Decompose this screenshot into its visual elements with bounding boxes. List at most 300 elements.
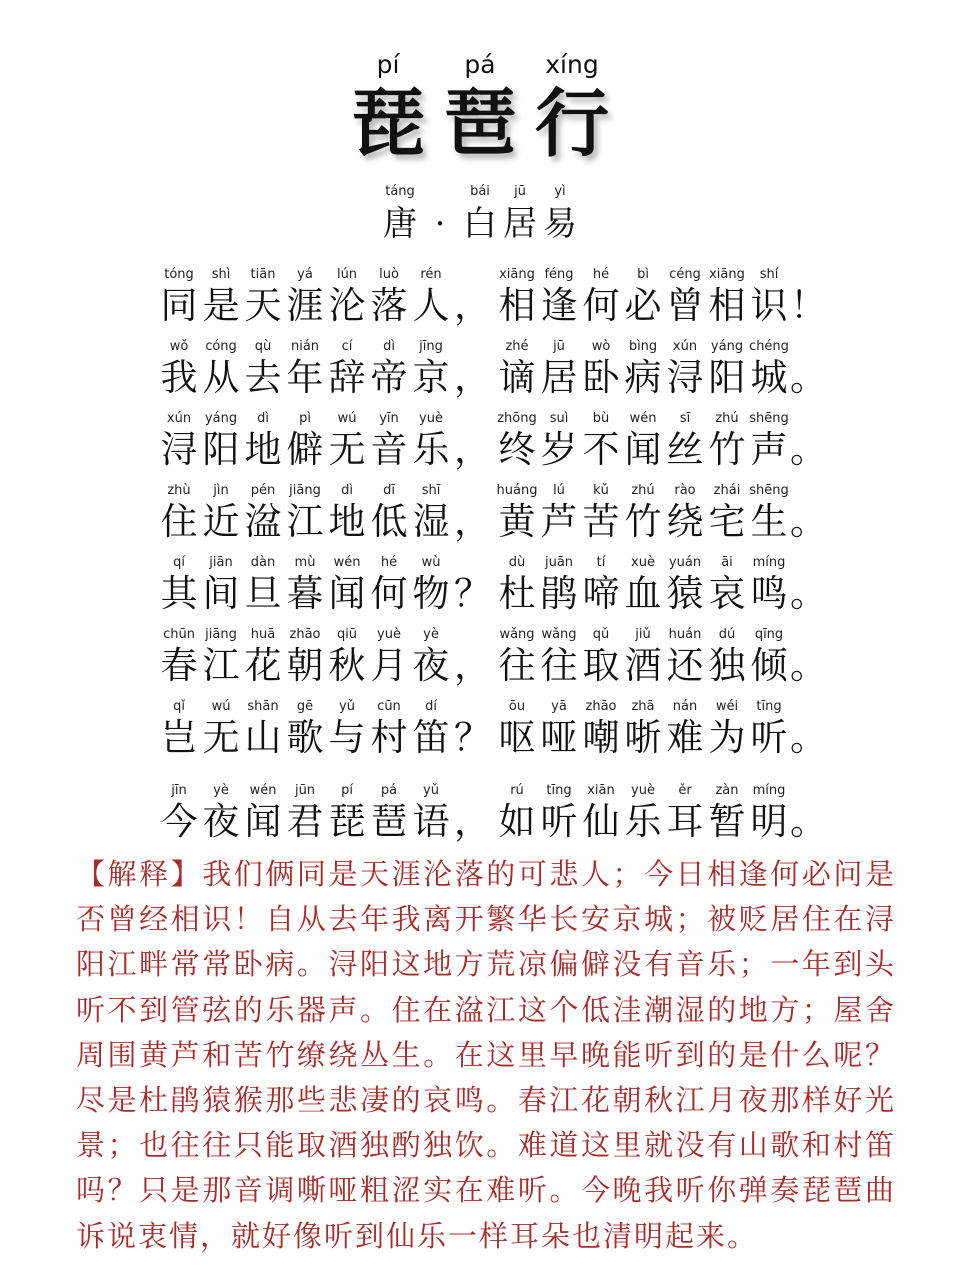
author-pinyin-syllable: táng <box>385 184 415 199</box>
poem-char-cell <box>664 482 706 544</box>
pinyin-syllable: zhā <box>631 699 655 714</box>
poem-char: 僻 <box>286 428 324 471</box>
pinyin-syllable: huáng <box>496 483 538 498</box>
title-pinyin-syllable: xíng <box>545 50 599 79</box>
poem-char: 落 <box>370 284 408 327</box>
author-char: · <box>434 204 446 244</box>
poem-char-cell <box>496 482 538 544</box>
poem-char: 我 <box>160 356 198 399</box>
poem-char-cell <box>622 782 664 844</box>
poem-char-cell <box>326 410 368 472</box>
poem-char: 闻 <box>328 572 366 615</box>
pinyin-syllable: wén <box>249 783 277 798</box>
pinyin-syllable: yā <box>551 699 567 714</box>
poem-char: 闻 <box>244 800 282 843</box>
poem-char: 涯 <box>286 284 324 327</box>
poem-half-line-right <box>496 554 790 616</box>
poem-char-cell <box>284 482 326 544</box>
pinyin-syllable: jūn <box>294 783 316 798</box>
poem-char-cell <box>410 782 452 844</box>
pinyin-syllable: jìn <box>213 483 229 498</box>
poem-char: 春 <box>160 644 198 687</box>
poem-char-cell <box>580 698 622 760</box>
pinyin-syllable: dì <box>257 411 269 426</box>
pinyin-syllable: yáng <box>710 339 744 354</box>
poem-char: 逢 <box>540 284 578 327</box>
poem-char: 曾 <box>666 284 704 327</box>
poem-char: 苦 <box>582 500 620 543</box>
poem-char-cell <box>158 266 200 328</box>
poem-char-cell <box>242 266 284 328</box>
poem-char: 呕 <box>498 716 536 759</box>
pinyin-syllable: xuè <box>631 555 655 570</box>
poem-char: 夜 <box>412 644 450 687</box>
poem-char-cell <box>368 554 410 616</box>
poem-char-cell <box>200 554 242 616</box>
pinyin-syllable: cūn <box>377 699 401 714</box>
poem-char: 独 <box>708 644 746 687</box>
poem-char: 往 <box>498 644 536 687</box>
poem-char-cell <box>496 698 538 760</box>
pinyin-syllable: rú <box>510 783 524 798</box>
pinyin-syllable: zàn <box>715 783 739 798</box>
poem-char-cell <box>410 698 452 760</box>
author-char: 易 <box>543 204 577 244</box>
poem-half-line-right <box>496 782 790 844</box>
mid-punctuation: ， <box>454 356 491 399</box>
pinyin-syllable: ěr <box>678 783 692 798</box>
poem-char-cell <box>326 782 368 844</box>
pinyin-syllable: tīng <box>756 699 782 714</box>
poem-char: 血 <box>624 572 662 615</box>
mid-punctuation: ， <box>454 428 491 471</box>
poem-char-cell <box>538 482 580 544</box>
poem-char: 君 <box>286 800 324 843</box>
pinyin-syllable: pén <box>250 483 276 498</box>
pinyin-syllable: qù <box>254 339 272 354</box>
poem-char-cell <box>748 410 790 472</box>
poem-char: 相 <box>498 284 536 327</box>
poem-char-cell <box>242 782 284 844</box>
poem-char: 住 <box>160 500 198 543</box>
pinyin-syllable: āi <box>721 555 733 570</box>
poem-char: 卧 <box>582 356 620 399</box>
poem-half-line-right <box>496 626 790 688</box>
poem-char-cell <box>368 266 410 328</box>
author-char: 白 <box>463 204 497 244</box>
poem-char: 听 <box>750 716 788 759</box>
poem-char: 生 <box>750 500 788 543</box>
poem-char-cell <box>664 698 706 760</box>
poem-char: 何 <box>582 284 620 327</box>
poem-char: 无 <box>202 716 240 759</box>
poem-char-cell <box>622 338 664 400</box>
poem-char-cell <box>284 626 326 688</box>
poem-char-cell <box>410 338 452 400</box>
poem-char: 为 <box>708 716 746 759</box>
poem-char: 谪 <box>498 356 536 399</box>
pinyin-syllable: wú <box>337 411 357 426</box>
poem-char: 鹃 <box>540 572 578 615</box>
pinyin-syllable: tóng <box>164 267 194 282</box>
poem-char-cell <box>538 554 580 616</box>
pinyin-syllable: jiāng <box>205 627 237 642</box>
poem-char-cell <box>622 698 664 760</box>
pinyin-syllable: bìng <box>628 339 658 354</box>
pinyin-syllable: bù <box>592 411 610 426</box>
poem-char-cell <box>706 482 748 544</box>
poem-char: 低 <box>370 500 408 543</box>
title-characters <box>0 81 960 167</box>
poem-char-cell <box>284 338 326 400</box>
pinyin-syllable: tīng <box>546 783 572 798</box>
pinyin-syllable: yuè <box>419 411 443 426</box>
poem-char: 芦 <box>540 500 578 543</box>
poem-char: 江 <box>202 644 240 687</box>
poem-half-line-left <box>158 554 452 616</box>
poem-char: 浔 <box>666 356 704 399</box>
poem-char-cell <box>664 266 706 328</box>
poem-char-cell <box>326 626 368 688</box>
poem-char-cell <box>200 698 242 760</box>
poem-char-cell <box>242 698 284 760</box>
poem-half-line-left <box>158 338 452 400</box>
poem-char-cell <box>410 266 452 328</box>
pinyin-syllable: wù <box>421 555 441 570</box>
poem-char: 山 <box>244 716 282 759</box>
poem-char-cell <box>622 410 664 472</box>
poem-char-cell <box>368 698 410 760</box>
pinyin-syllable: wǒ <box>169 339 189 354</box>
poem-char: 闻 <box>624 428 662 471</box>
pinyin-syllable: sī <box>679 411 691 426</box>
poem-char-cell <box>496 782 538 844</box>
poem-char: 人 <box>412 284 450 327</box>
poem-line <box>158 482 858 554</box>
title-pinyin <box>0 50 960 80</box>
pinyin-syllable: rào <box>674 483 696 498</box>
poem-char-cell <box>706 782 748 844</box>
poem-char-cell <box>242 626 284 688</box>
poem-char-cell <box>200 482 242 544</box>
poem-char-cell <box>158 554 200 616</box>
pinyin-syllable: jīn <box>171 783 187 798</box>
poem-char: 是 <box>202 284 240 327</box>
poem-char-cell <box>748 338 790 400</box>
poem-char: 明 <box>750 800 788 843</box>
poem-char: 往 <box>540 644 578 687</box>
pinyin-syllable: kǔ <box>593 483 609 498</box>
poem-char: 听 <box>540 800 578 843</box>
pinyin-syllable: shī <box>421 483 441 498</box>
pinyin-syllable: hé <box>380 555 398 570</box>
poem-line <box>158 266 858 338</box>
poem-char-cell <box>706 266 748 328</box>
pinyin-syllable: dù <box>508 555 526 570</box>
pinyin-syllable: cí <box>341 339 353 354</box>
poem-char: 乐 <box>412 428 450 471</box>
poem-char-cell <box>706 626 748 688</box>
title-char: 琵 <box>351 81 425 167</box>
pinyin-syllable: yǔ <box>423 783 439 798</box>
pinyin-syllable: lún <box>336 267 358 282</box>
poem-char: 夜 <box>202 800 240 843</box>
poem-char: 湓 <box>244 500 282 543</box>
poem-char: 病 <box>624 356 662 399</box>
poem-char: 如 <box>498 800 536 843</box>
poem-char-cell <box>496 626 538 688</box>
poem-char: 杜 <box>498 572 536 615</box>
author-char: 居 <box>503 204 537 244</box>
pinyin-syllable: jiān <box>209 555 233 570</box>
poem-char-cell <box>748 482 790 544</box>
pinyin-syllable: zhú <box>631 483 655 498</box>
poem-char-cell <box>200 410 242 472</box>
poem-char-cell <box>580 410 622 472</box>
poem-char: 阳 <box>708 356 746 399</box>
poem-char-cell <box>664 554 706 616</box>
poem-char: 村 <box>370 716 408 759</box>
mid-punctuation: ？ <box>454 716 491 759</box>
author-pinyin-syllable: yì <box>554 184 566 199</box>
pinyin-syllable: mù <box>294 555 316 570</box>
end-punctuation: 。 <box>790 644 827 687</box>
poem-half-line-left <box>158 698 452 760</box>
poem-char: 月 <box>370 644 408 687</box>
pinyin-syllable: tí <box>596 555 606 570</box>
author-pinyin-syllable <box>420 184 460 202</box>
poem-char: 语 <box>412 800 450 843</box>
poem-char-cell <box>622 266 664 328</box>
poem-char: 相 <box>708 284 746 327</box>
poem-char: 音 <box>370 428 408 471</box>
pinyin-syllable: pì <box>299 411 311 426</box>
title-pinyin-syllable: pá <box>464 50 496 79</box>
poem-char-cell <box>664 410 706 472</box>
pinyin-syllable: shì <box>211 267 231 282</box>
poem-char-cell <box>706 410 748 472</box>
poem-char: 间 <box>202 572 240 615</box>
pinyin-syllable: juān <box>544 555 574 570</box>
poem-char-cell <box>368 482 410 544</box>
pinyin-syllable: cóng <box>205 339 237 354</box>
pinyin-syllable: xiāng <box>709 267 745 282</box>
pinyin-syllable: yáng <box>204 411 238 426</box>
poem-char-cell <box>284 698 326 760</box>
poem-char-cell <box>242 554 284 616</box>
poem-char-cell <box>538 338 580 400</box>
poem-char-cell <box>538 782 580 844</box>
pinyin-syllable: chéng <box>749 339 789 354</box>
poem-char-cell <box>748 782 790 844</box>
mid-punctuation: ， <box>454 284 491 327</box>
poem-char-cell <box>410 554 452 616</box>
poem-line <box>158 698 858 770</box>
pinyin-syllable: nán <box>672 699 698 714</box>
poem-half-line-right <box>496 266 790 328</box>
pinyin-syllable: qiū <box>336 627 358 642</box>
poem-char: 耳 <box>666 800 704 843</box>
poem-char: 地 <box>244 428 282 471</box>
end-punctuation: ！ <box>790 284 827 327</box>
poem-char: 声 <box>750 428 788 471</box>
poem-char: 仙 <box>582 800 620 843</box>
pinyin-syllable: lú <box>553 483 565 498</box>
title-pinyin-syllable: pí <box>376 50 400 79</box>
poem-char-cell <box>748 266 790 328</box>
poem-half-line-right <box>496 410 790 472</box>
poem-char-cell <box>664 626 706 688</box>
poem-char: 不 <box>582 428 620 471</box>
pinyin-syllable: zhái <box>713 483 741 498</box>
pinyin-syllable: zhāo <box>585 699 617 714</box>
poem-char: 哳 <box>624 716 662 759</box>
poem-char: 天 <box>244 284 282 327</box>
pinyin-syllable: yuán <box>668 555 702 570</box>
pinyin-syllable: shēng <box>749 483 789 498</box>
pinyin-syllable: féng <box>544 267 574 282</box>
poem-char: 还 <box>666 644 704 687</box>
poem-char-cell <box>200 626 242 688</box>
pinyin-syllable: yuè <box>377 627 401 642</box>
poem-char: 笛 <box>412 716 450 759</box>
poem-char: 花 <box>244 644 282 687</box>
title-char: 行 <box>535 81 609 167</box>
poem-char-cell <box>368 410 410 472</box>
poem-char-cell <box>580 482 622 544</box>
poem-char: 城 <box>750 356 788 399</box>
pinyin-syllable: dú <box>718 627 736 642</box>
poem-half-line-left <box>158 266 452 328</box>
poem-char-cell <box>200 266 242 328</box>
poem-char: 秋 <box>328 644 366 687</box>
poem-char-cell <box>580 338 622 400</box>
poem-char: 无 <box>328 428 366 471</box>
pinyin-syllable: míng <box>752 783 786 798</box>
poem-char: 居 <box>540 356 578 399</box>
pinyin-syllable: wén <box>629 411 657 426</box>
poem-char: 暮 <box>286 572 324 615</box>
poem-char: 浔 <box>160 428 198 471</box>
end-punctuation: 。 <box>790 572 827 615</box>
poem-char-cell <box>326 338 368 400</box>
poem-char-cell <box>622 482 664 544</box>
poem-char-cell <box>284 266 326 328</box>
poem-char-cell <box>284 782 326 844</box>
poem-char: 琶 <box>370 800 408 843</box>
author-pinyin-syllable: jū <box>514 184 526 199</box>
pinyin-syllable: zhōng <box>497 411 537 426</box>
pinyin-syllable: yè <box>423 627 439 642</box>
pinyin-syllable: gē <box>296 699 314 714</box>
poem-char: 竹 <box>624 500 662 543</box>
poem-char: 同 <box>160 284 198 327</box>
pinyin-syllable: rén <box>420 267 442 282</box>
poem-author <box>0 184 960 244</box>
pinyin-syllable: yuè <box>631 783 655 798</box>
end-punctuation: 。 <box>790 716 827 759</box>
poem-title <box>0 50 960 167</box>
poem-char: 鸣 <box>750 572 788 615</box>
pinyin-syllable: hé <box>592 267 610 282</box>
poem-char: 物 <box>412 572 450 615</box>
poem-char: 年 <box>286 356 324 399</box>
poem-char: 竹 <box>708 428 746 471</box>
pinyin-syllable: yīn <box>379 411 399 426</box>
pinyin-syllable: dì <box>341 483 353 498</box>
poem-char-cell <box>326 266 368 328</box>
poem-char: 识 <box>750 284 788 327</box>
poem-char-cell <box>158 410 200 472</box>
poem-char-cell <box>496 338 538 400</box>
poem-char-cell <box>326 554 368 616</box>
pinyin-syllable: nián <box>290 339 320 354</box>
poem-char: 啼 <box>582 572 620 615</box>
pinyin-syllable: wǎng <box>541 627 577 642</box>
poem-char-cell <box>242 410 284 472</box>
poem-char: 沦 <box>328 284 366 327</box>
pinyin-syllable: yǔ <box>339 699 355 714</box>
explanation-text: 【解释】我们俩同是天涯沦落的可悲人；今日相逢何必问是否曾经相识！自从去年我离开繁华长安京城；被贬居住在浔阳江畔常常卧病。浔阳这地方荒凉偏僻没有音乐；一年到头听不到管弦的乐器声。住在湓江这个低洼潮湿的地方；屋舍周围黄芦和苦竹缭绕丛生。在这里早晚能听到的是什么呢？尽是杜鹃猿猴那些悲凄的哀鸣。春江花朝秋江月夜那样好光景；也往往只能取酒独酌独饮。难道这里就没有山歌和村笛吗？只是那音调嘶哑粗涩实在难听。今晚我听你弹奏琵琶曲诉说衷情，就好像听到仙乐一样耳朵也清明起来。 <box>76 857 896 1253</box>
pinyin-syllable: qí <box>173 555 185 570</box>
poem-char: 阳 <box>202 428 240 471</box>
poem-char: 乐 <box>624 800 662 843</box>
poem-char: 帝 <box>370 356 408 399</box>
pinyin-syllable: chūn <box>163 627 195 642</box>
poem-char-cell <box>200 338 242 400</box>
poem-char-cell <box>538 626 580 688</box>
poem-char-cell <box>496 410 538 472</box>
end-punctuation: 。 <box>790 356 827 399</box>
poem-char: 近 <box>202 500 240 543</box>
pinyin-syllable: xún <box>672 339 698 354</box>
poem-char-cell <box>326 698 368 760</box>
poem-char: 取 <box>582 644 620 687</box>
end-punctuation: 。 <box>790 500 827 543</box>
pinyin-syllable: qīng <box>754 627 784 642</box>
pinyin-syllable: zhāo <box>289 627 321 642</box>
poem-char-cell <box>580 782 622 844</box>
pinyin-syllable: shēng <box>749 411 789 426</box>
poem-half-line-left <box>158 782 452 844</box>
poem-char-cell <box>622 554 664 616</box>
poem-char-cell <box>580 626 622 688</box>
pinyin-syllable: xiān <box>587 783 615 798</box>
pinyin-syllable: wéi <box>715 699 739 714</box>
poem-char: 哑 <box>540 716 578 759</box>
poem-half-line-left <box>158 482 452 544</box>
pinyin-syllable: xún <box>166 411 192 426</box>
poem-line <box>158 410 858 482</box>
poem-char-cell <box>410 482 452 544</box>
poem-body <box>158 266 858 854</box>
pinyin-syllable: dì <box>383 339 395 354</box>
poem-char-cell <box>622 626 664 688</box>
poem-char-cell <box>580 266 622 328</box>
poem-char-cell <box>538 698 580 760</box>
poem-char-cell <box>368 338 410 400</box>
poem-char: 琵 <box>328 800 366 843</box>
pinyin-syllable: yá <box>297 267 313 282</box>
poem-char: 与 <box>328 716 366 759</box>
pinyin-syllable: shān <box>247 699 279 714</box>
poem-line <box>158 626 858 698</box>
poem-char: 地 <box>328 500 366 543</box>
poem-char-cell <box>748 626 790 688</box>
pinyin-syllable: dàn <box>250 555 276 570</box>
poem-char: 从 <box>202 356 240 399</box>
pinyin-syllable: luò <box>379 267 399 282</box>
